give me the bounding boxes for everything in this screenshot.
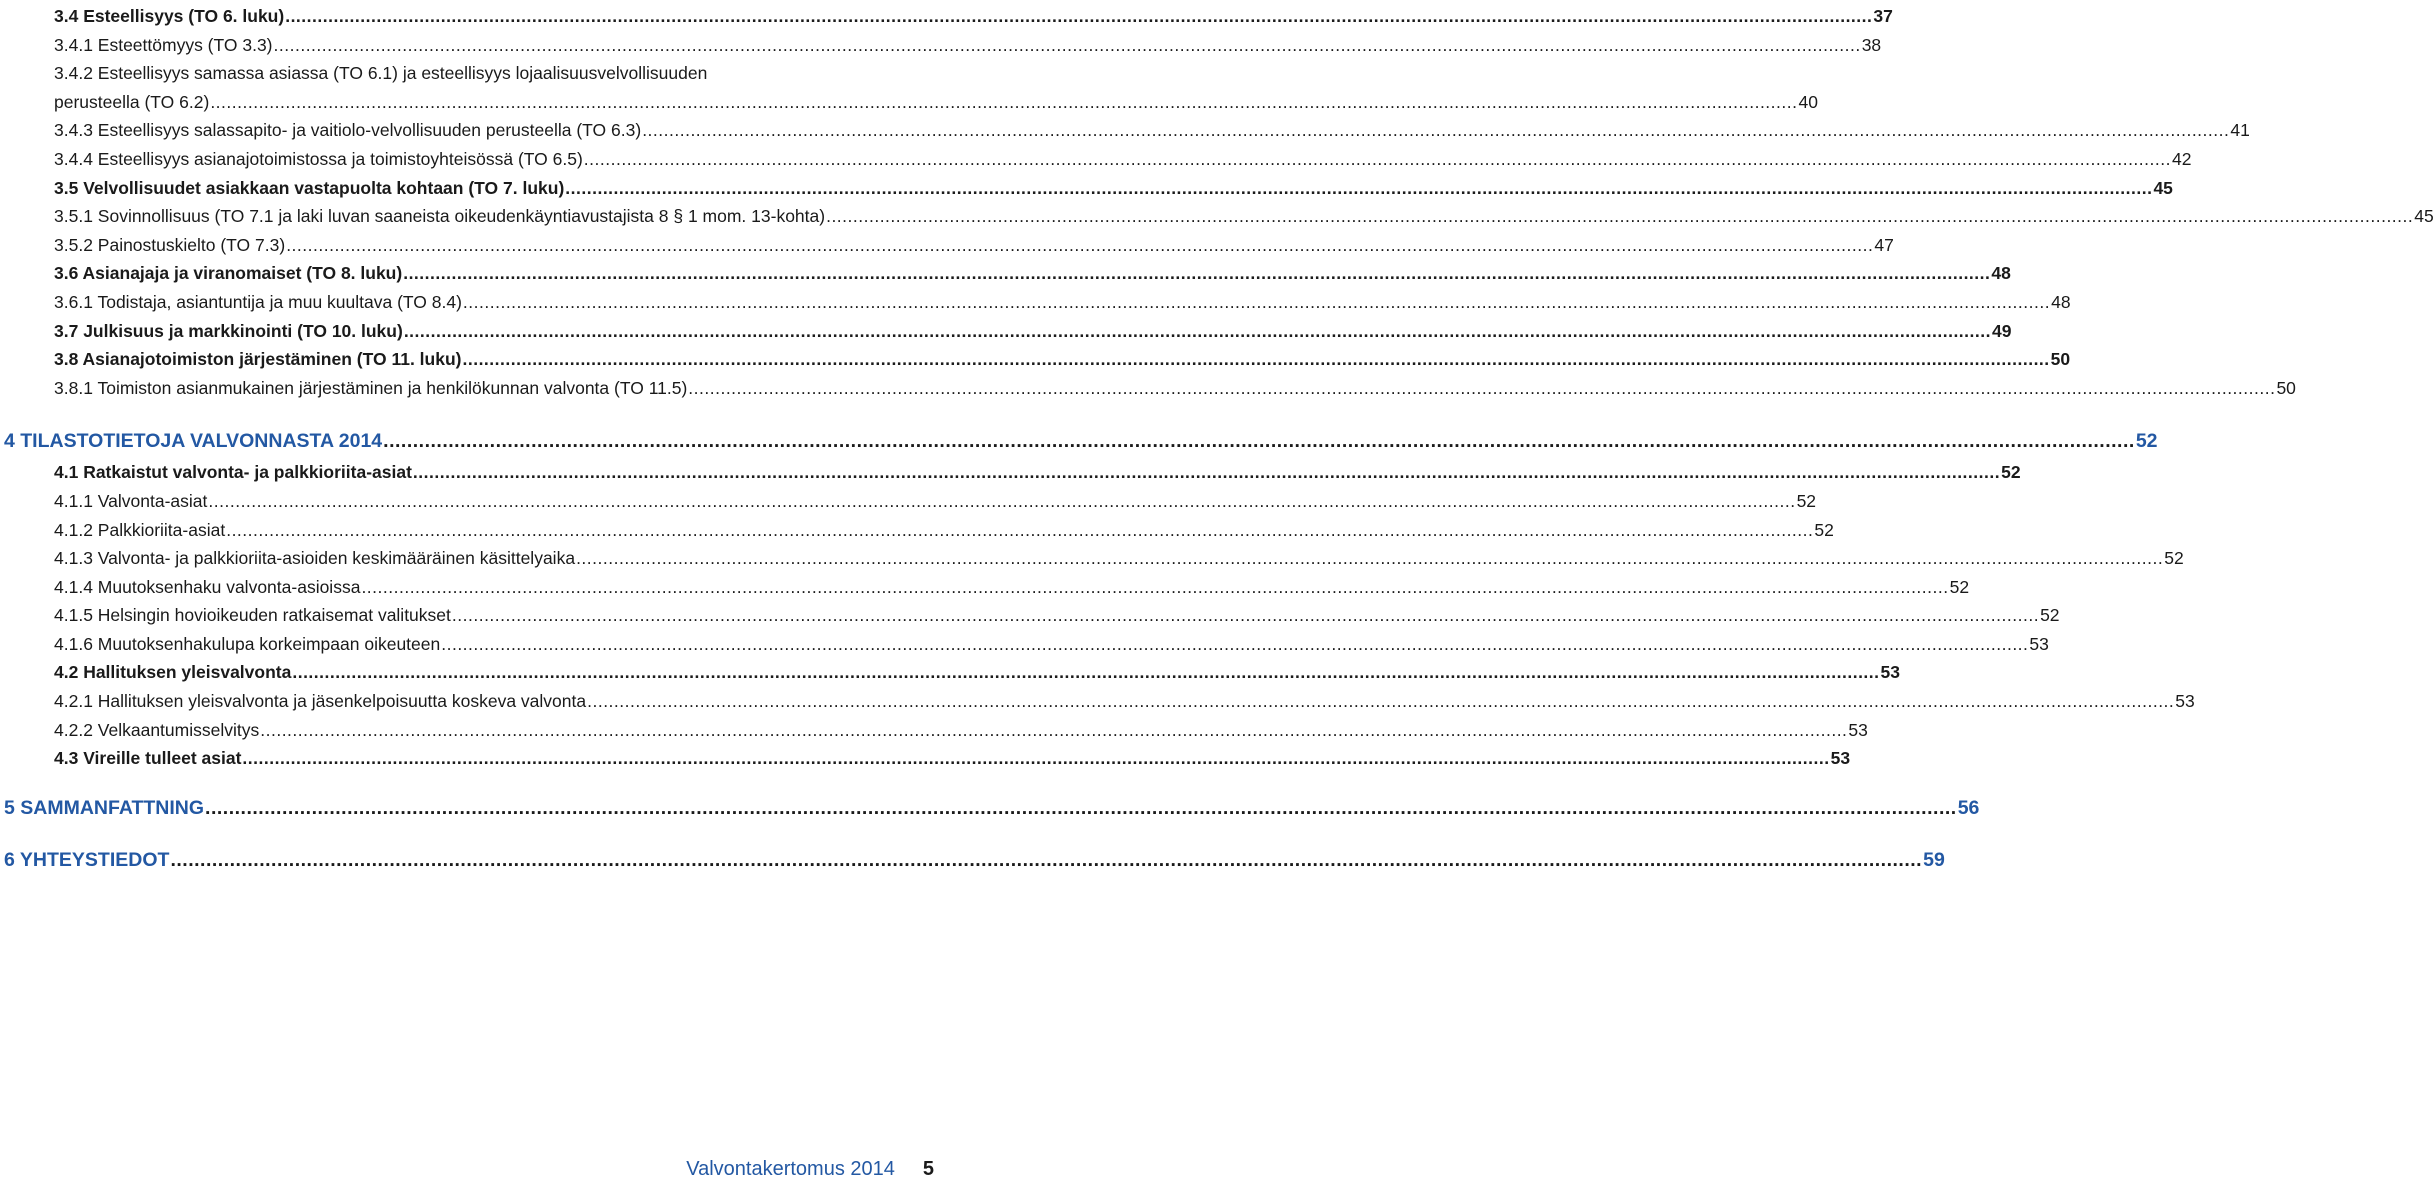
toc-entry[interactable] xyxy=(54,544,2184,573)
toc-entry-title: 4.1.2 Palkkioriita-asiat xyxy=(54,519,226,540)
dot-leader xyxy=(452,601,2039,630)
toc-entry[interactable] xyxy=(54,458,2021,487)
toc-entry-page: 53 xyxy=(1830,748,1851,769)
toc-entry-page: 49 xyxy=(1991,320,2012,341)
toc-entry[interactable] xyxy=(54,487,1817,516)
toc-chapter[interactable] xyxy=(4,843,1945,877)
toc-entry-page: 50 xyxy=(2276,377,2296,398)
toc-entry-page: 50 xyxy=(2050,349,2071,370)
toc-entry[interactable] xyxy=(54,716,1868,745)
toc-entry-title: 3.4.4 Esteellisyys asianajotoimistossa ja toimistoyhteisössä (TO 6.5) xyxy=(54,148,583,169)
toc-entry-title: 4.1 Ratkaistut valvonta- ja palkkioriita-asiat xyxy=(54,462,412,483)
dot-leader xyxy=(584,145,2171,174)
dot-leader xyxy=(274,31,1861,60)
toc-entry-title: 3.8 Asianajotoimiston järjestäminen (TO 11. luku) xyxy=(54,349,462,370)
toc-entry-title: 3.8.1 Toimiston asianmukainen järjestäminen ja henkilökunnan valvonta (TO 11.5) xyxy=(54,377,688,398)
toc-entry-title: 4.1.5 Helsingin hovioikeuden ratkaisemat valitukset xyxy=(54,605,451,626)
dot-leader xyxy=(286,231,1873,260)
footer-title: Valvontakertomus 2014 xyxy=(686,1158,895,1180)
spacer xyxy=(54,773,952,791)
toc-entry-page: 45 xyxy=(2153,177,2173,198)
toc-entry-page: 53 xyxy=(2175,691,2195,712)
dot-leader xyxy=(413,458,2000,487)
toc-entry[interactable] xyxy=(54,31,1882,60)
toc-entry-page: 48 xyxy=(2051,291,2071,312)
toc-chapter-page: 52 xyxy=(2135,430,2158,453)
toc-entry[interactable] xyxy=(54,744,1851,773)
toc-entry-title: perusteella (TO 6.2) xyxy=(54,91,210,112)
toc-entry[interactable] xyxy=(54,658,1900,687)
toc-entry-title: 4.2.2 Velkaantumisselvitys xyxy=(54,719,260,740)
toc-entry-title: 3.5.1 Sovinnollisuus (TO 7.1 ja laki luvan saaneista oikeudenkäyntiavustajista 8 § 1 mom. 13-kohta) xyxy=(54,206,826,227)
dot-leader xyxy=(688,374,2275,403)
toc-chapter[interactable] xyxy=(4,424,2158,458)
toc-entry-page: 42 xyxy=(2171,148,2192,169)
toc-chapter-page: 56 xyxy=(1957,796,1980,819)
dot-leader xyxy=(441,630,2028,659)
toc-entry-page: 52 xyxy=(2040,605,2060,626)
dot-leader xyxy=(463,288,2050,317)
toc-chapter-title: 5 SAMMANFATTNING xyxy=(4,796,205,819)
dot-leader xyxy=(170,843,1922,877)
page-number: 5 xyxy=(922,1158,934,1180)
dot-leader xyxy=(292,658,1879,687)
toc-entry[interactable] xyxy=(54,687,2195,716)
dot-leader xyxy=(404,317,1991,346)
toc-entry[interactable] xyxy=(54,288,2071,317)
toc-entry-title: 3.4.3 Esteellisyys salassapito- ja vaitiolo-velvollisuuden perusteella (TO 6.3) xyxy=(54,120,642,141)
toc-entry-title: 4.1.1 Valvonta-asiat xyxy=(54,490,208,511)
toc-entry[interactable] xyxy=(54,573,1970,602)
toc-entry-page: 48 xyxy=(1991,263,2011,284)
toc-chapter-title: 4 TILASTOTIETOJA VALVONNASTA 2014 xyxy=(4,430,383,453)
toc-entry-title: 3.4 Esteellisyys (TO 6. luku) xyxy=(54,6,285,26)
page-footer xyxy=(686,1158,934,1181)
toc-entry[interactable] xyxy=(54,2,1893,31)
toc-entry-page: 52 xyxy=(1814,519,1834,540)
toc-chapter[interactable] xyxy=(4,791,1980,825)
spacer xyxy=(54,825,952,843)
dot-leader xyxy=(226,516,1813,545)
toc-entry-title: 4.1.4 Muutoksenhaku valvonta-asioissa xyxy=(54,576,361,597)
toc-entry[interactable] xyxy=(54,516,1834,545)
toc-entry[interactable] xyxy=(54,630,2049,659)
toc-entry-title: 3.5 Velvollisuudet asiakkaan vastapuolta kohtaan (TO 7. luku) xyxy=(54,177,565,198)
dot-leader xyxy=(403,259,1990,288)
toc-entry-title: 4.1.3 Valvonta- ja palkkioriita-asioiden keskimääräinen käsittelyaika xyxy=(54,548,576,569)
toc-entry-page: 52 xyxy=(2001,462,2021,483)
toc-entry-title: 3.5.2 Painostuskielto (TO 7.3) xyxy=(54,234,286,255)
toc-entry-title: 4.2.1 Hallituksen yleisvalvonta ja jäsenkelpoisuutta koskeva valvonta xyxy=(54,691,587,712)
toc-entry[interactable] xyxy=(54,374,2296,403)
toc-entry-page: 53 xyxy=(1880,662,1900,683)
toc-entry-title: 3.4.1 Esteettömyys (TO 3.3) xyxy=(54,34,273,55)
dot-leader xyxy=(205,791,1957,825)
table-of-contents xyxy=(4,2,2434,877)
toc-entry-page: 37 xyxy=(1873,6,1893,26)
toc-entry-title: 3.4.2 Esteellisyys samassa asiassa (TO 6.1) ja esteellisyys lojaalisuusvelvollisuuden xyxy=(54,63,708,84)
dot-leader xyxy=(242,744,1829,773)
dot-leader xyxy=(587,687,2174,716)
toc-entry[interactable] xyxy=(54,231,1894,260)
toc-chapter-page: 59 xyxy=(1923,848,1945,871)
toc-entry-page: 52 xyxy=(1949,576,1970,597)
toc-entry-title: 3.6 Asianajaja ja viranomaiset (TO 8. luku) xyxy=(54,263,403,284)
toc-entry-page: 53 xyxy=(1848,719,1868,740)
toc-entry[interactable] xyxy=(54,601,2060,630)
toc-entry-page: 45 xyxy=(2414,206,2434,227)
toc-entry-page: 52 xyxy=(1796,490,1817,511)
toc-entry[interactable] xyxy=(54,202,2434,231)
dot-leader xyxy=(260,716,1847,745)
dot-leader xyxy=(565,174,2152,203)
toc-entry-continuation[interactable] xyxy=(54,88,1818,117)
dot-leader xyxy=(462,345,2049,374)
toc-entry-title: 4.2 Hallituksen yleisvalvonta xyxy=(54,662,292,683)
dot-leader xyxy=(210,88,1797,117)
toc-entry-page: 47 xyxy=(1874,234,1894,255)
toc-entry-title: 3.6.1 Todistaja, asiantuntija ja muu kuultava (TO 8.4) xyxy=(54,291,462,312)
spacer xyxy=(54,402,952,424)
dot-leader xyxy=(208,487,1795,516)
toc-entry[interactable] xyxy=(54,116,2250,145)
toc-entry-page: 52 xyxy=(2164,548,2184,569)
toc-entry[interactable] xyxy=(54,259,2011,288)
toc-entry[interactable] xyxy=(54,317,2012,346)
dot-leader xyxy=(285,2,1872,31)
dot-leader xyxy=(576,544,2163,573)
toc-entry[interactable] xyxy=(54,59,952,88)
toc-entry[interactable] xyxy=(54,145,2192,174)
toc-entry-page: 41 xyxy=(2230,120,2250,141)
toc-chapter-title: 6 YHTEYSTIEDOT xyxy=(4,848,170,871)
toc-entry-title: 3.7 Julkisuus ja markkinointi (TO 10. luku) xyxy=(54,320,403,341)
dot-leader xyxy=(642,116,2229,145)
toc-entry-title: 4.1.6 Muutoksenhakulupa korkeimpaan oikeuteen xyxy=(54,633,441,654)
dot-leader xyxy=(383,424,2135,458)
toc-entry[interactable] xyxy=(54,174,2173,203)
dot-leader xyxy=(826,202,2413,231)
toc-entry[interactable] xyxy=(54,345,2071,374)
toc-entry-page: 53 xyxy=(2029,633,2049,654)
dot-leader xyxy=(361,573,1948,602)
toc-entry-page: 40 xyxy=(1798,91,1818,112)
toc-entry-title: 4.3 Vireille tulleet asiat xyxy=(54,748,242,769)
toc-entry-page: 38 xyxy=(1861,34,1882,55)
